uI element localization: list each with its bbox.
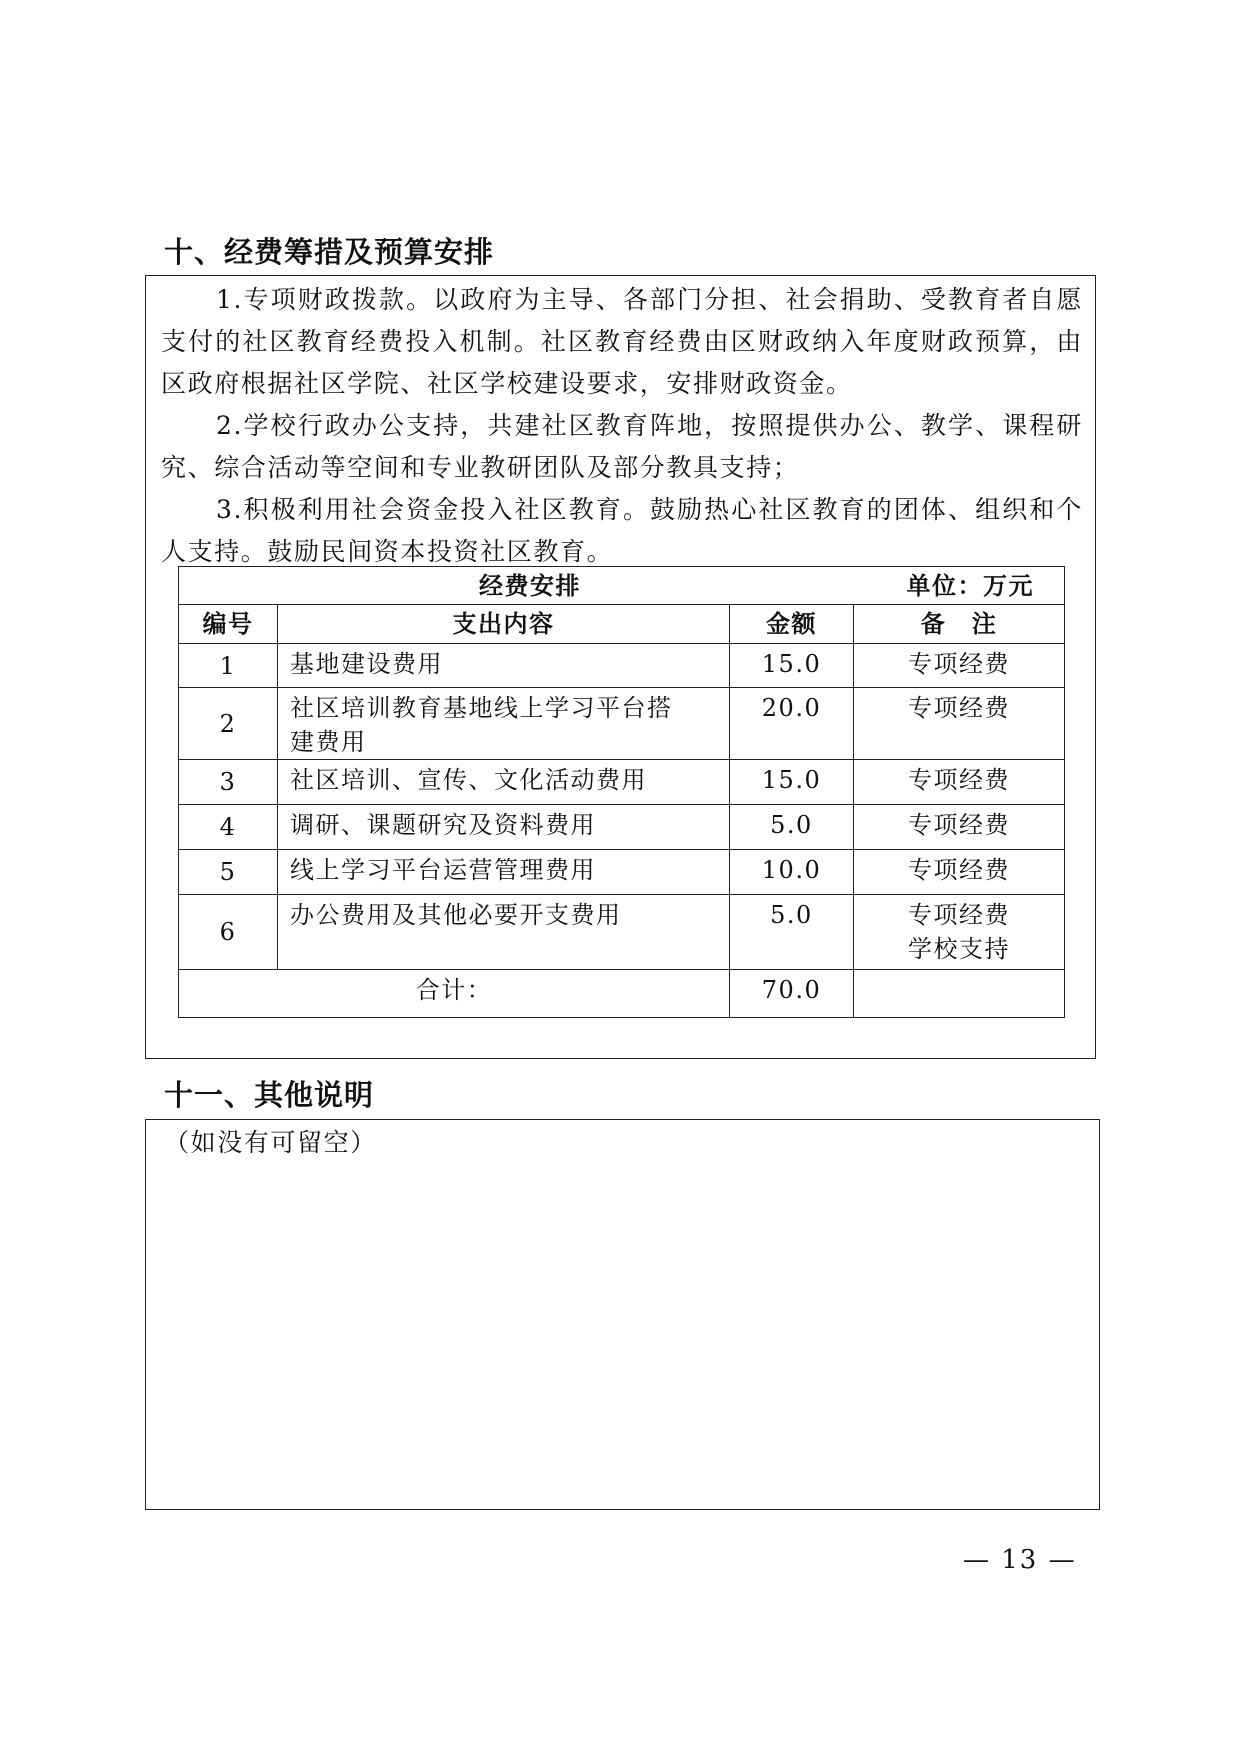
row-number: 5: [179, 850, 278, 895]
total-amount: 70.0: [730, 970, 854, 1018]
table-total-row: [179, 970, 1065, 1018]
table-row: [179, 805, 1065, 850]
budget-table-title: 经费安排: [479, 571, 581, 600]
table-row: [179, 760, 1065, 805]
funding-section-box: [145, 275, 1096, 1059]
row-note: 专项经费: [854, 850, 1065, 895]
funding-paragraph-1: 1.专项财政拨款。以政府为主导、各部门分担、社会捐助、受教育者自愿支付的社区教育经费投入机制。社区教育经费由区财政纳入年度财政预算，由区政府根据社区学院、社区学校建设要求，安排财政资金。: [161, 285, 1083, 398]
row-amount: 20.0: [730, 688, 854, 760]
row-amount: 15.0: [730, 760, 854, 805]
other-notes-box: [145, 1119, 1100, 1510]
row-number: 6: [179, 895, 278, 970]
row-number: 4: [179, 805, 278, 850]
row-number: 1: [179, 644, 278, 688]
row-number: 3: [179, 760, 278, 805]
row-description: 办公费用及其他必要开支费用: [278, 895, 730, 970]
table-row: [179, 850, 1065, 895]
header-number: 编号: [179, 605, 278, 644]
row-number: 2: [179, 688, 278, 760]
row-note-line-2: 学校支持: [908, 935, 1010, 963]
table-row: [179, 644, 1065, 688]
row-description: 调研、课题研究及资料费用: [278, 805, 730, 850]
section-11-heading: 十一、其他说明: [164, 1078, 375, 1112]
section-10-heading: 十、经费筹措及预算安排: [164, 235, 495, 269]
row-note: [854, 895, 1065, 970]
row-amount: 15.0: [730, 644, 854, 688]
budget-table-title-row: [179, 567, 1065, 605]
funding-paragraph-3: 3.积极利用社会资金投入社区教育。鼓励热心社区教育的团体、组织和个人支持。鼓励民间资本投资社区教育。: [161, 495, 1083, 566]
row-amount: 10.0: [730, 850, 854, 895]
table-row: [179, 895, 1065, 970]
page-number: — 13 —: [963, 1545, 1077, 1575]
budget-table-header-row: [179, 605, 1065, 644]
row-description: 基地建设费用: [278, 644, 730, 688]
header-note: 备 注: [854, 605, 1065, 644]
header-amount: 金额: [730, 605, 854, 644]
total-label: 合计：: [179, 970, 730, 1018]
other-notes-placeholder: （如没有可留空）: [164, 1128, 377, 1157]
row-amount: 5.0: [730, 895, 854, 970]
header-description: 支出内容: [278, 605, 730, 644]
row-note: 专项经费: [854, 805, 1065, 850]
row-description: 社区培训教育基地线上学习平台搭建费用: [278, 688, 730, 760]
row-note: 专项经费: [854, 688, 1065, 760]
table-row: [179, 688, 1065, 760]
budget-table-unit: 单位：万元: [906, 571, 1034, 600]
row-note-line-1: 专项经费: [908, 901, 1010, 929]
row-note: 专项经费: [854, 644, 1065, 688]
row-note: 专项经费: [854, 760, 1065, 805]
row-description: 社区培训、宣传、文化活动费用: [278, 760, 730, 805]
total-note: [854, 970, 1065, 1018]
budget-table: [178, 566, 1065, 1018]
row-amount: 5.0: [730, 805, 854, 850]
funding-paragraph-2: 2.学校行政办公支持，共建社区教育阵地，按照提供办公、教学、课程研究、综合活动等空间和专业教研团队及部分教具支持；: [161, 411, 1083, 482]
row-description: 线上学习平台运营管理费用: [278, 850, 730, 895]
